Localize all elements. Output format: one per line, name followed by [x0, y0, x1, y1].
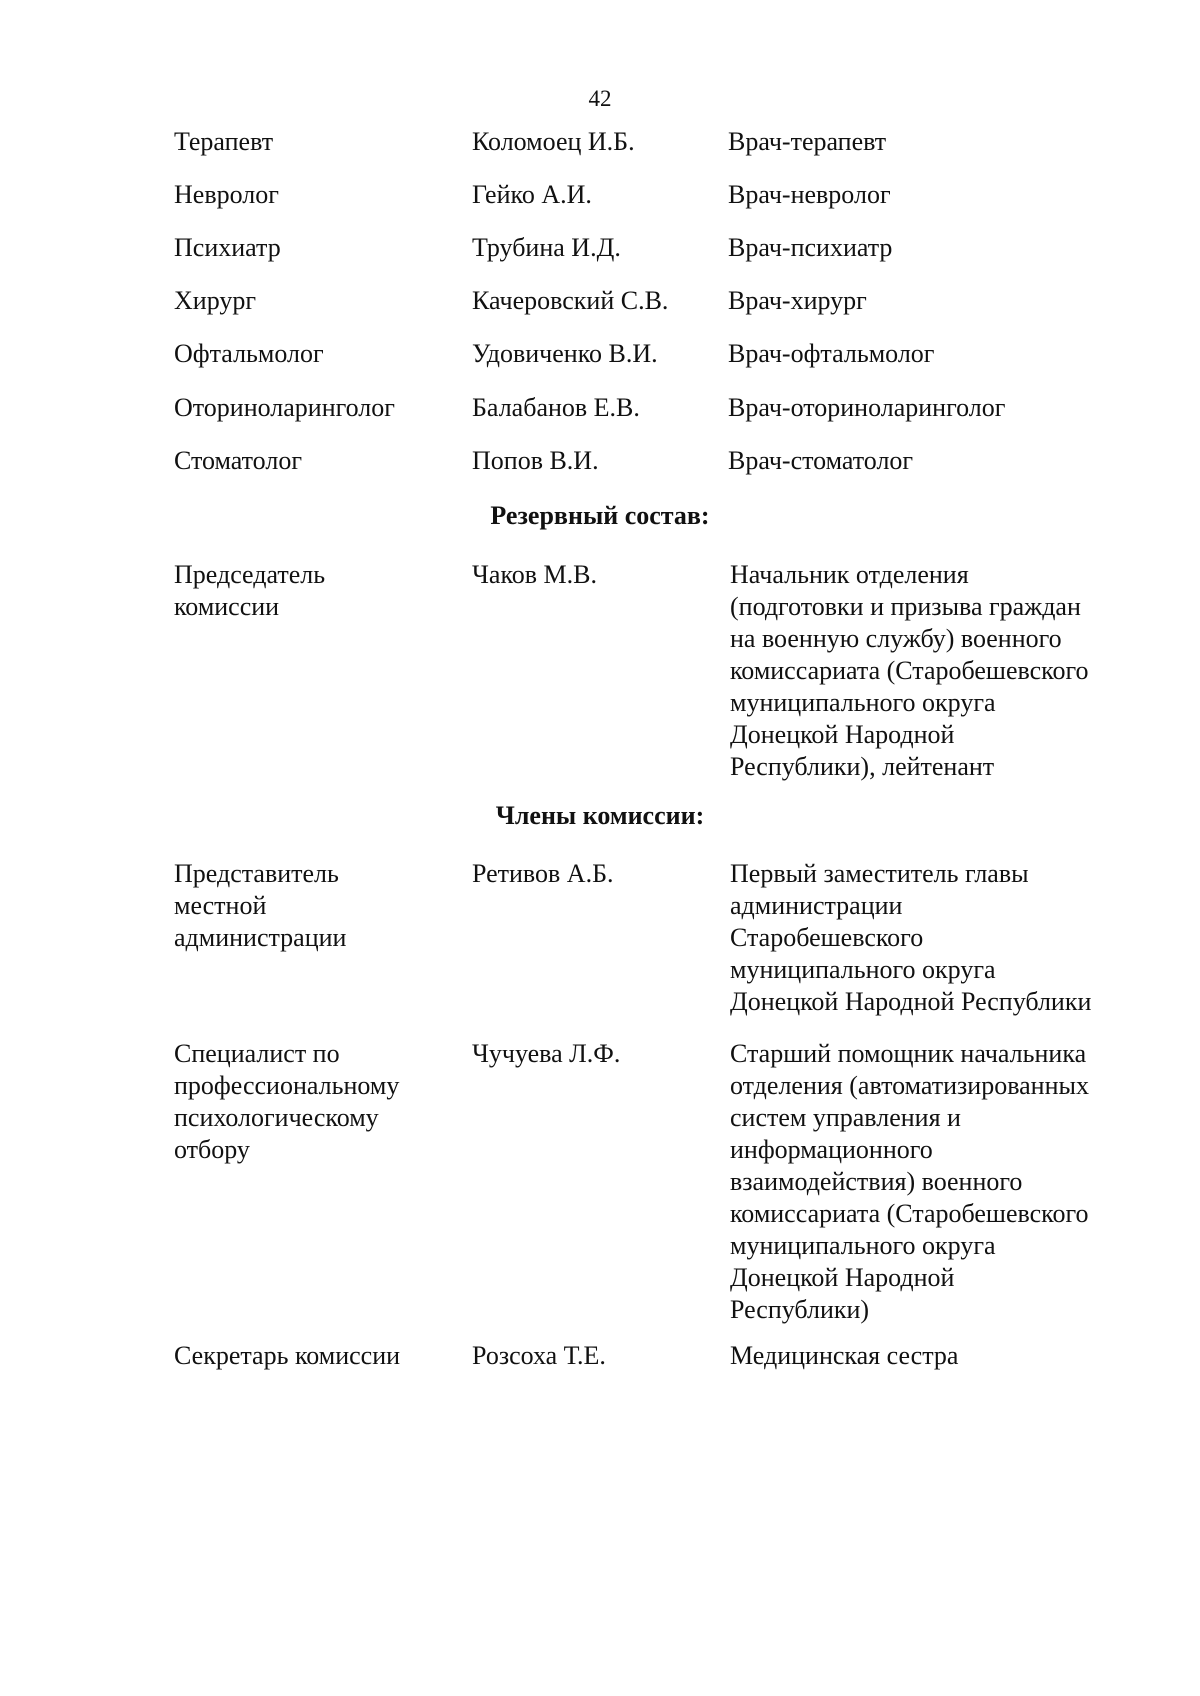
member-role: Секретарь комиссии	[174, 1341, 401, 1370]
doctor-name: Попов В.И.	[472, 446, 599, 475]
chairman-position: Начальник отделения (подготовки и призыва граждан на военную службу) военного комиссариата (Старобешевского муниципального округа Донецкой Народной Республики), лейтенант	[730, 560, 1089, 781]
chairman-name: Чаков М.В.	[472, 560, 597, 589]
doctor-position: Врач-оториноларинголог	[728, 393, 1006, 422]
doctor-name: Коломоец И.Б.	[472, 127, 635, 156]
member-name: Чучуева Л.Ф.	[472, 1039, 621, 1068]
doctor-role: Психиатр	[174, 233, 281, 262]
members-heading: Члены комиссии:	[495, 801, 705, 830]
doctor-position: Врач-невролог	[728, 180, 891, 209]
member-name: Розсоха Т.Е.	[472, 1341, 606, 1370]
doctor-name: Удовиченко В.И.	[472, 339, 658, 368]
member-position: Первый заместитель главы администрации Старобешевского муниципального округа Донецкой Народной Республики	[730, 859, 1092, 1016]
member-role: Представитель местной администрации	[174, 859, 347, 952]
doctor-name: Качеровский С.В.	[472, 286, 669, 315]
chairman-role: Председатель комиссии	[174, 560, 326, 621]
doctor-role: Терапевт	[174, 127, 274, 156]
doctor-role: Стоматолог	[174, 446, 302, 475]
doctor-name: Трубина И.Д.	[472, 233, 621, 262]
member-position: Медицинская сестра	[730, 1341, 959, 1370]
doctor-role: Невролог	[174, 180, 279, 209]
member-name: Ретивов А.Б.	[472, 859, 614, 888]
member-position: Старший помощник начальника отделения (автоматизированных систем управления и информационного взаимодействия) военного комиссариата (Старобешевского муниципального округа Донецкой Народной Республики)	[730, 1039, 1089, 1324]
reserve-heading: Резервный состав:	[490, 501, 710, 530]
page-number: 42	[588, 86, 612, 111]
doctor-position: Врач-офтальмолог	[728, 339, 935, 368]
doctor-position: Врач-хирург	[728, 286, 867, 315]
doctor-position: Врач-терапевт	[728, 127, 887, 156]
doctor-role: Офтальмолог	[174, 339, 324, 368]
doctor-name: Балабанов Е.В.	[472, 393, 640, 422]
doctor-role: Оториноларинголог	[174, 393, 395, 422]
doctor-role: Хирург	[174, 286, 257, 315]
member-role: Специалист по профессиональному психологическому отбору	[174, 1039, 400, 1164]
doctor-position: Врач-психиатр	[728, 233, 893, 262]
doctor-position: Врач-стоматолог	[728, 446, 914, 475]
doctor-name: Гейко А.И.	[472, 180, 592, 209]
